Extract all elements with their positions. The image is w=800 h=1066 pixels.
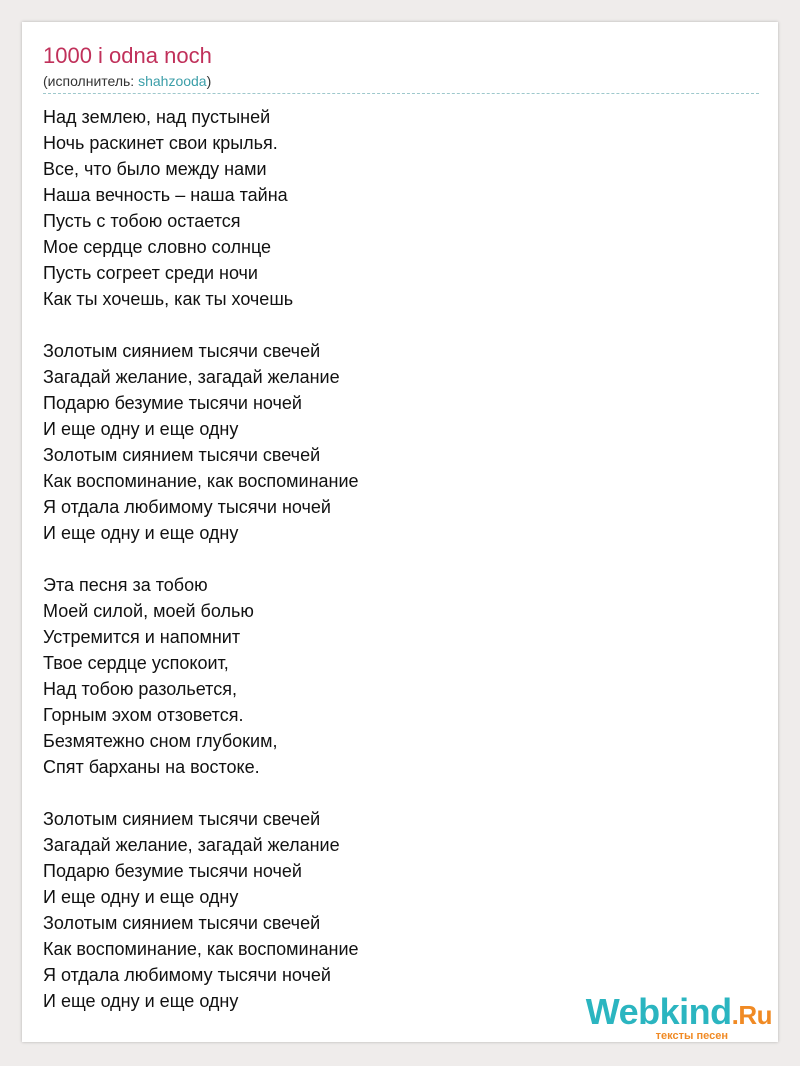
lyric-line: Как воспоминание, как воспоминание: [43, 939, 359, 959]
artist-link[interactable]: shahzooda: [138, 73, 207, 89]
lyric-line: Я отдала любимому тысячи ночей: [43, 965, 331, 985]
logo-wordmark: [586, 993, 772, 1034]
lyric-line: Мое сердце словно солнце: [43, 237, 272, 257]
lyric-line: Как воспоминание, как воспоминание: [43, 471, 359, 491]
lyric-line: Устремится и напомнит: [43, 627, 241, 647]
lyric-line: Пусть согреет среди ночи: [43, 263, 258, 283]
performer-prefix: (исполнитель:: [43, 73, 139, 89]
lyric-line: И еще одну и еще одну: [43, 887, 239, 907]
song-title: 1000 i odna noch: [43, 43, 212, 68]
lyric-line: Спят барханы на востоке.: [43, 757, 260, 777]
lyric-line: Подарю безумие тысячи ночей: [43, 393, 302, 413]
stanza: [43, 806, 359, 1014]
logo-name: Webkind: [585, 991, 732, 1032]
lyric-line: Пусть с тобою остается: [43, 211, 241, 231]
lyric-line: Золотым сиянием тысячи свечей: [43, 913, 321, 933]
lyric-line: Безмятежно сном глубоким,: [43, 731, 278, 751]
lyric-line: Золотым сиянием тысячи свечей: [43, 809, 321, 829]
site-logo[interactable]: [586, 993, 772, 1042]
lyric-line: Все, что было между нами: [43, 159, 267, 179]
lyric-line: Ночь раскинет свои крылья.: [43, 133, 278, 153]
lyric-line: Моей силой, моей болью: [43, 601, 254, 621]
lyric-line: И еще одну и еще одну: [43, 523, 239, 543]
title-divider: [43, 93, 759, 94]
performer-line: [43, 72, 211, 90]
lyrics-page: [22, 22, 778, 1042]
lyric-line: Над землею, над пустыней: [43, 107, 271, 127]
lyric-line: Загадай желание, загадай желание: [43, 367, 340, 387]
stanza: [43, 572, 359, 780]
lyric-line: Загадай желание, загадай желание: [43, 835, 340, 855]
stanza: [43, 104, 359, 312]
lyric-line: Наша вечность – наша тайна: [43, 185, 288, 205]
logo-tagline: тексты песен: [655, 1030, 728, 1042]
logo-tld: .Ru: [731, 1000, 772, 1030]
lyric-line: Твое сердце успокоит,: [43, 653, 229, 673]
lyric-line: Эта песня за тобою: [43, 575, 208, 595]
lyric-line: И еще одну и еще одну: [43, 991, 239, 1011]
lyric-line: Как ты хочешь, как ты хочешь: [43, 289, 294, 309]
lyric-line: Золотым сиянием тысячи свечей: [43, 445, 321, 465]
lyric-line: Золотым сиянием тысячи свечей: [43, 341, 321, 361]
stanza: [43, 338, 359, 546]
lyrics-body: [43, 104, 359, 1040]
performer-suffix: ): [206, 73, 212, 89]
lyric-line: Я отдала любимому тысячи ночей: [43, 497, 331, 517]
lyric-line: Над тобою разольется,: [43, 679, 237, 699]
lyric-line: И еще одну и еще одну: [43, 419, 239, 439]
lyric-line: Подарю безумие тысячи ночей: [43, 861, 302, 881]
lyric-line: Горным эхом отзовется.: [43, 705, 244, 725]
